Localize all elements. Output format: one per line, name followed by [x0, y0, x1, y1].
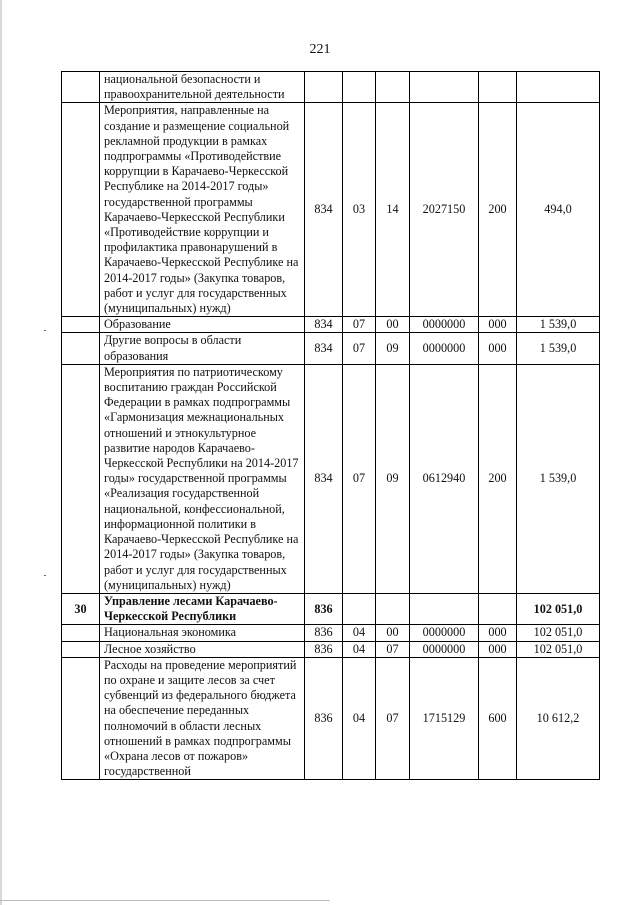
row-number — [62, 317, 100, 333]
page-number: 221 — [309, 42, 331, 57]
row-amount: 494,0 — [517, 103, 600, 317]
col-subsection: 09 — [376, 333, 410, 364]
col-ministry: 836 — [305, 593, 343, 624]
scan-edge — [0, 0, 2, 905]
row-number — [62, 103, 100, 317]
scan-speck — [44, 575, 46, 576]
col-subsection: 09 — [376, 364, 410, 593]
row-number: 30 — [62, 593, 100, 624]
row-description: Национальная экономика — [100, 625, 305, 641]
col-subsection: 00 — [376, 317, 410, 333]
row-number — [62, 72, 100, 103]
col-target-article: 0612940 — [410, 364, 479, 593]
col-subsection — [376, 72, 410, 103]
table-row — [62, 641, 600, 657]
col-target-article: 2027150 — [410, 103, 479, 317]
scan-speck — [44, 330, 46, 331]
table-row — [62, 657, 600, 780]
col-ministry: 836 — [305, 657, 343, 780]
row-number — [62, 625, 100, 641]
table-row — [62, 103, 600, 317]
row-amount — [517, 72, 600, 103]
col-target-article: 0000000 — [410, 333, 479, 364]
col-target-article: 1715129 — [410, 657, 479, 780]
table-row — [62, 72, 600, 103]
col-section — [343, 593, 376, 624]
col-expense-type: 200 — [479, 103, 517, 317]
row-amount: 1 539,0 — [517, 317, 600, 333]
table-row — [62, 317, 600, 333]
col-section: 07 — [343, 317, 376, 333]
budget-table — [61, 71, 600, 780]
row-amount: 102 051,0 — [517, 593, 600, 624]
col-ministry: 834 — [305, 317, 343, 333]
col-section: 03 — [343, 103, 376, 317]
col-ministry: 834 — [305, 103, 343, 317]
row-description: Расходы на проведение мероприятий по охране и защите лесов за счет субвенций из федерального бюджета на обеспечение переданных полномочий в области лесных отношений в рамках подпрограммы «Охрана лесов от пожаров» государственной — [100, 657, 305, 780]
col-ministry: 836 — [305, 625, 343, 641]
col-expense-type — [479, 72, 517, 103]
row-amount: 1 539,0 — [517, 333, 600, 364]
col-ministry: 834 — [305, 333, 343, 364]
row-number — [62, 641, 100, 657]
col-expense-type: 200 — [479, 364, 517, 593]
row-description: Другие вопросы в области образования — [100, 333, 305, 364]
col-ministry: 834 — [305, 364, 343, 593]
col-subsection: 07 — [376, 641, 410, 657]
col-subsection: 00 — [376, 625, 410, 641]
col-section: 07 — [343, 333, 376, 364]
col-expense-type — [479, 593, 517, 624]
row-number — [62, 333, 100, 364]
col-subsection — [376, 593, 410, 624]
col-expense-type: 000 — [479, 641, 517, 657]
table-row — [62, 333, 600, 364]
col-target-article — [410, 72, 479, 103]
col-section: 04 — [343, 625, 376, 641]
col-section: 07 — [343, 364, 376, 593]
col-expense-type: 000 — [479, 625, 517, 641]
col-expense-type: 000 — [479, 333, 517, 364]
col-section: 04 — [343, 641, 376, 657]
row-number — [62, 657, 100, 780]
col-section — [343, 72, 376, 103]
col-subsection: 07 — [376, 657, 410, 780]
row-amount: 102 051,0 — [517, 625, 600, 641]
row-number — [62, 364, 100, 593]
row-description: национальной безопасности и правоохранительной деятельности — [100, 72, 305, 103]
col-expense-type: 600 — [479, 657, 517, 780]
row-amount: 10 612,2 — [517, 657, 600, 780]
row-amount: 102 051,0 — [517, 641, 600, 657]
col-ministry — [305, 72, 343, 103]
col-target-article: 0000000 — [410, 317, 479, 333]
col-section: 04 — [343, 657, 376, 780]
row-description: Мероприятия, направленные на создание и размещение социальной рекламной продукции в рамках подпрограммы «Противодействие коррупции в Карачаево-Черкесской Республике на 2014-2017 годы» государственной программы Карачаево-Черкесской Республики «Противодействие коррупции и профилактика правонарушений в Карачаево-Черкесской Республике на 2014-2017 годы» (Закупка товаров, работ и услуг для государственных (муниципальных) нужд) — [100, 103, 305, 317]
scan-bottom-line — [0, 900, 330, 901]
table-row — [62, 625, 600, 641]
row-description: Лесное хозяйство — [100, 641, 305, 657]
row-description: Образование — [100, 317, 305, 333]
col-target-article: 0000000 — [410, 641, 479, 657]
table-row — [62, 593, 600, 624]
row-description: Управление лесами Карачаево-Черкесской Республики — [100, 593, 305, 624]
col-expense-type: 000 — [479, 317, 517, 333]
col-target-article: 0000000 — [410, 625, 479, 641]
row-description: Мероприятия по патриотическому воспитанию граждан Российской Федерации в рамках подпрограммы «Гармонизация межнациональных отношений и этнокультурное развитие народов Карачаево-Черкесской Республики на 2014-2017 годы» государственной программы «Реализация государственной национальной, конфессиональной, информационной политики в Карачаево-Черкесской Республике на 2014-2017 годы» (Закупка товаров, работ и услуг для государственных (муниципальных) нужд) — [100, 364, 305, 593]
col-target-article — [410, 593, 479, 624]
col-ministry: 836 — [305, 641, 343, 657]
col-subsection: 14 — [376, 103, 410, 317]
table-row — [62, 364, 600, 593]
row-amount: 1 539,0 — [517, 364, 600, 593]
